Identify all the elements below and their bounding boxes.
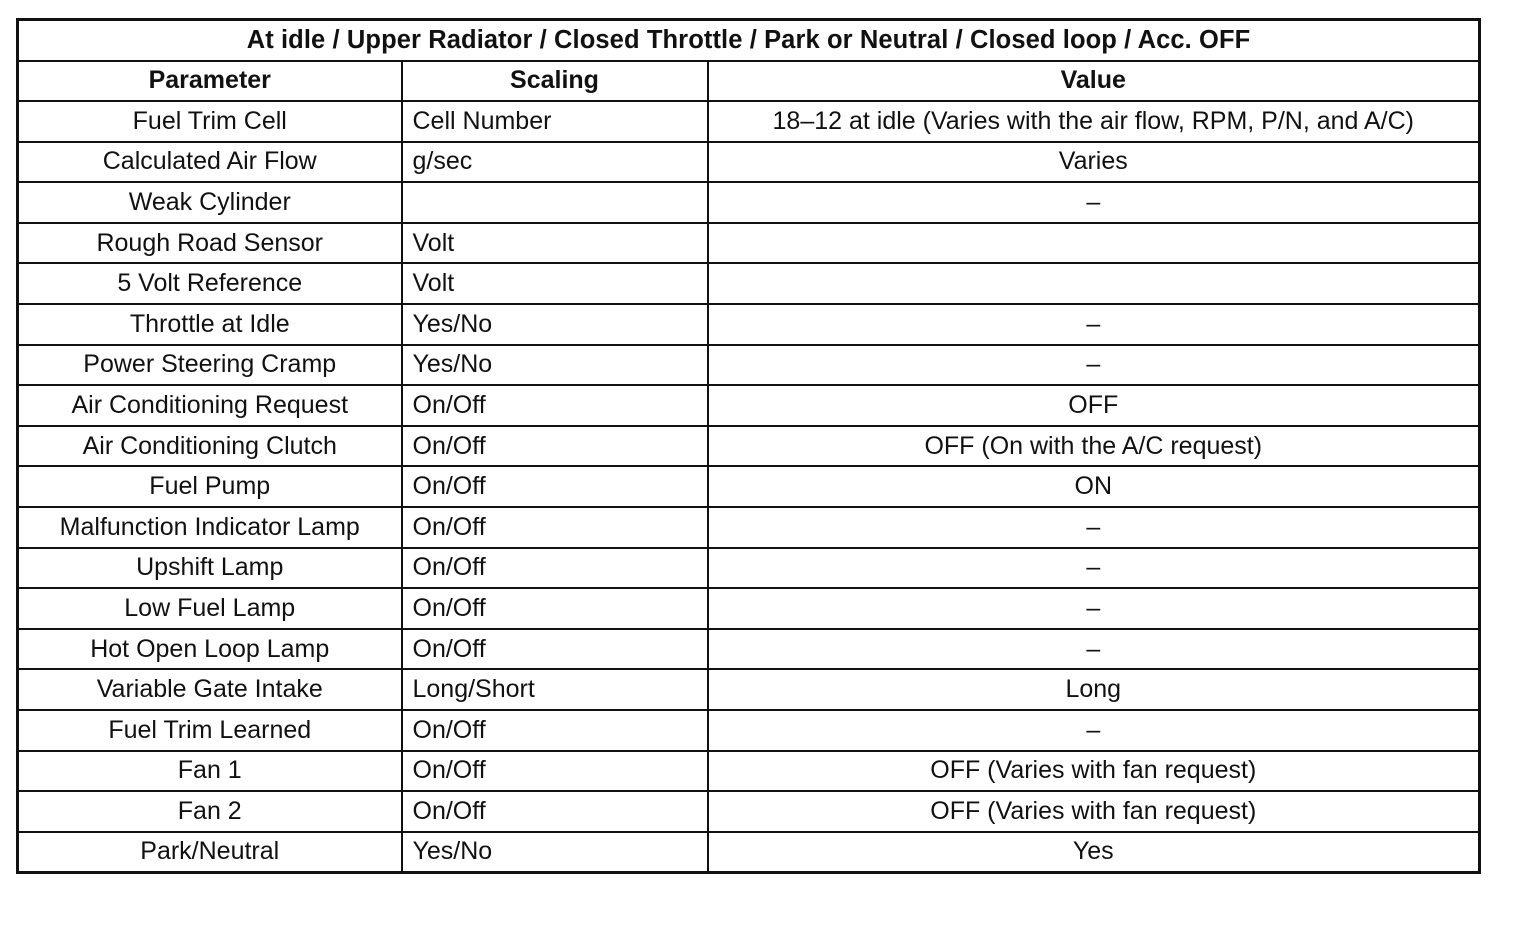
row-value-cell: Long xyxy=(708,669,1480,710)
table-caption: At idle / Upper Radiator / Closed Throttle / Park or Neutral / Closed loop / Acc. OFF xyxy=(18,20,1480,61)
row-parameter-cell: Variable Gate Intake xyxy=(18,669,402,710)
table-row xyxy=(18,548,1480,589)
table-caption-row xyxy=(18,20,1480,61)
row-value-cell: – xyxy=(708,345,1480,386)
row-value-cell: – xyxy=(708,588,1480,629)
table-row xyxy=(18,629,1480,670)
row-parameter-cell: Fan 1 xyxy=(18,751,402,792)
table-row xyxy=(18,223,1480,264)
table-row xyxy=(18,710,1480,751)
row-value-cell: OFF xyxy=(708,385,1480,426)
row-value-cell: 18–12 at idle (Varies with the air flow, RPM, P/N, and A/C) xyxy=(708,101,1480,142)
row-value-cell: Yes xyxy=(708,832,1480,873)
row-parameter-cell: Throttle at Idle xyxy=(18,304,402,345)
row-parameter-cell: Air Conditioning Request xyxy=(18,385,402,426)
row-parameter-cell: Low Fuel Lamp xyxy=(18,588,402,629)
row-value-cell: – xyxy=(708,710,1480,751)
row-value-cell: Varies xyxy=(708,142,1480,183)
row-parameter-cell: Upshift Lamp xyxy=(18,548,402,589)
row-scaling-cell: On/Off xyxy=(402,466,708,507)
table-row xyxy=(18,263,1480,304)
header-parameter: Parameter xyxy=(18,61,402,102)
row-scaling-cell: Cell Number xyxy=(402,101,708,142)
header-scaling: Scaling xyxy=(402,61,708,102)
row-value-cell: – xyxy=(708,304,1480,345)
row-value-cell: – xyxy=(708,629,1480,670)
row-scaling-cell: On/Off xyxy=(402,791,708,832)
row-scaling-cell: g/sec xyxy=(402,142,708,183)
header-value: Value xyxy=(708,61,1480,102)
row-scaling-cell: On/Off xyxy=(402,548,708,589)
row-scaling-cell: On/Off xyxy=(402,751,708,792)
row-value-cell xyxy=(708,263,1480,304)
row-value-cell: OFF (Varies with fan request) xyxy=(708,751,1480,792)
row-parameter-cell: Weak Cylinder xyxy=(18,182,402,223)
row-scaling-cell: On/Off xyxy=(402,426,708,467)
row-value-cell: OFF (On with the A/C request) xyxy=(708,426,1480,467)
table-row xyxy=(18,466,1480,507)
table-row xyxy=(18,832,1480,873)
row-scaling-cell: Yes/No xyxy=(402,832,708,873)
table-row xyxy=(18,751,1480,792)
row-value-cell: – xyxy=(708,182,1480,223)
row-scaling-cell: Yes/No xyxy=(402,304,708,345)
row-parameter-cell: Calculated Air Flow xyxy=(18,142,402,183)
table-row xyxy=(18,385,1480,426)
row-parameter-cell: Fuel Pump xyxy=(18,466,402,507)
table-row xyxy=(18,182,1480,223)
row-scaling-cell: On/Off xyxy=(402,385,708,426)
row-scaling-cell: On/Off xyxy=(402,710,708,751)
row-parameter-cell: Malfunction Indicator Lamp xyxy=(18,507,402,548)
row-parameter-cell: Power Steering Cramp xyxy=(18,345,402,386)
row-value-cell: – xyxy=(708,507,1480,548)
row-parameter-cell: 5 Volt Reference xyxy=(18,263,402,304)
row-value-cell: – xyxy=(708,548,1480,589)
table-row xyxy=(18,426,1480,467)
table-row xyxy=(18,345,1480,386)
table-row xyxy=(18,669,1480,710)
table-row xyxy=(18,142,1480,183)
table-head xyxy=(18,20,1480,102)
table-row xyxy=(18,507,1480,548)
row-parameter-cell: Fuel Trim Cell xyxy=(18,101,402,142)
row-scaling-cell: Yes/No xyxy=(402,345,708,386)
row-scaling-cell: Volt xyxy=(402,223,708,264)
row-parameter-cell: Air Conditioning Clutch xyxy=(18,426,402,467)
row-parameter-cell: Hot Open Loop Lamp xyxy=(18,629,402,670)
parameter-table xyxy=(16,18,1481,874)
table-row xyxy=(18,304,1480,345)
row-scaling-cell: On/Off xyxy=(402,629,708,670)
table-header-row xyxy=(18,61,1480,102)
row-scaling-cell: Volt xyxy=(402,263,708,304)
row-value-cell: OFF (Varies with fan request) xyxy=(708,791,1480,832)
row-parameter-cell: Fuel Trim Learned xyxy=(18,710,402,751)
row-parameter-cell: Rough Road Sensor xyxy=(18,223,402,264)
row-scaling-cell: Long/Short xyxy=(402,669,708,710)
row-scaling-cell: On/Off xyxy=(402,588,708,629)
table-row xyxy=(18,101,1480,142)
row-parameter-cell: Park/Neutral xyxy=(18,832,402,873)
row-scaling-cell xyxy=(402,182,708,223)
row-parameter-cell: Fan 2 xyxy=(18,791,402,832)
table-body xyxy=(18,101,1480,872)
row-scaling-cell: On/Off xyxy=(402,507,708,548)
row-value-cell: ON xyxy=(708,466,1480,507)
table-row xyxy=(18,588,1480,629)
row-value-cell xyxy=(708,223,1480,264)
table-row xyxy=(18,791,1480,832)
